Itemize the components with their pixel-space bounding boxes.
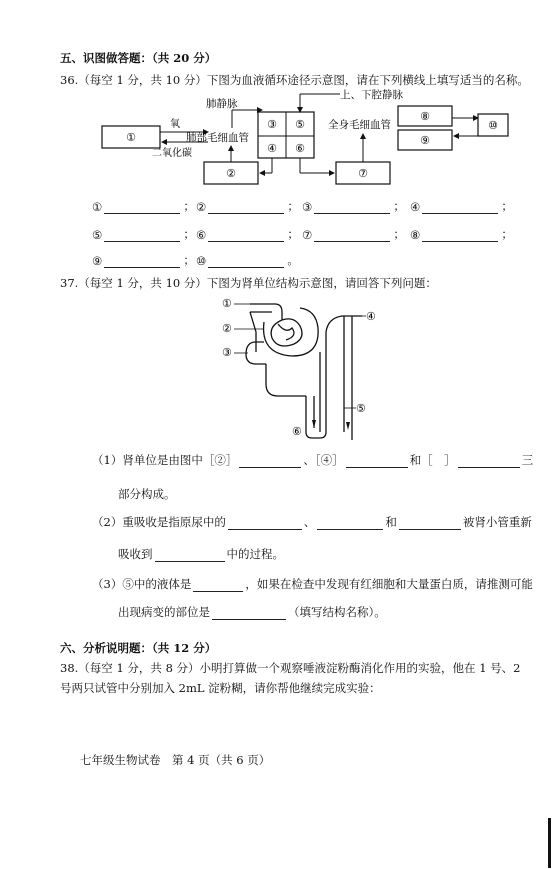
q37-part-2-line-1: （2）重吸收是指原尿中的 、 和 被肾小管重新 xyxy=(92,515,532,529)
section-5-heading: 五、识图做答题：（共 20 分） xyxy=(60,51,217,65)
nephron-label-2: ② xyxy=(222,322,232,335)
label-n1: ① xyxy=(126,131,136,144)
label-oxygen: 氧 xyxy=(170,119,180,130)
label-n6: ⑥ xyxy=(295,142,305,155)
page-footer: 七年级生物试卷 第 4 页（共 6 页） xyxy=(80,753,271,767)
label-vena-cava: 上、下腔静脉 xyxy=(340,89,403,101)
q37-part-1-line-2: 部分构成。 xyxy=(118,487,176,501)
question-36-intro: 36.（每空 1 分，共 10 分）下图为血液循环途径示意图，请在下列横线上填写适当的名称。 xyxy=(60,73,529,87)
label-n5: ⑤ xyxy=(295,118,305,131)
question-38-line-1: 38.（每空 1 分，共 8 分）小明打算做一个观察唾液淀粉酶消化作用的实验，他在 1 号、2 xyxy=(60,661,521,675)
label-lung-capillary: 肺部毛细血管 xyxy=(186,132,249,144)
question-37-intro: 37.（每空 1 分，共 10 分）下图为肾单位结构示意图，请回答下列问题： xyxy=(60,276,437,290)
label-n2: ② xyxy=(226,167,236,180)
q37-part-2-line-2: 吸收到 中的过程。 xyxy=(118,547,284,561)
scan-edge-mark xyxy=(548,818,551,868)
label-n3: ③ xyxy=(267,118,277,131)
q37-part-3-line-1: （3）⑤中的液体是 ，如果在检查中发现有红细胞和大量蛋白质，请推测可能 xyxy=(92,577,533,591)
nephron-label-4: ④ xyxy=(366,310,376,323)
nephron-label-6: ⑥ xyxy=(292,425,302,438)
label-n7: ⑦ xyxy=(358,167,368,180)
nephron-diagram xyxy=(220,292,390,442)
blood-circulation-diagram xyxy=(90,88,510,188)
label-n9: ⑨ xyxy=(420,134,430,147)
q37-part-3-line-2: 出现病变的部位是 （填写结构名称）。 xyxy=(118,605,386,619)
section-6-heading: 六、分析说明题：（共 12 分） xyxy=(60,641,217,655)
q37-part-1-line-1: （1）肾单位是由图中［②］ 、［④］ 和［ ］ 三 xyxy=(92,453,534,467)
label-n8: ⑧ xyxy=(420,110,430,123)
nephron-label-3: ③ xyxy=(222,346,232,359)
nephron-label-1: ① xyxy=(222,297,232,310)
label-pulmonary-vein: 肺静脉 xyxy=(206,98,238,110)
question-38-line-2: 号两只试管中分别加入 2mL 淀粉糊，请你帮他继续完成实验： xyxy=(60,681,381,695)
nephron-label-5: ⑤ xyxy=(356,402,366,415)
label-body-capillary: 全身毛细血管 xyxy=(328,119,391,131)
label-co2: 二氧化碳 xyxy=(152,148,192,159)
label-n10: ⑩ xyxy=(488,119,498,132)
label-n4: ④ xyxy=(267,142,277,155)
